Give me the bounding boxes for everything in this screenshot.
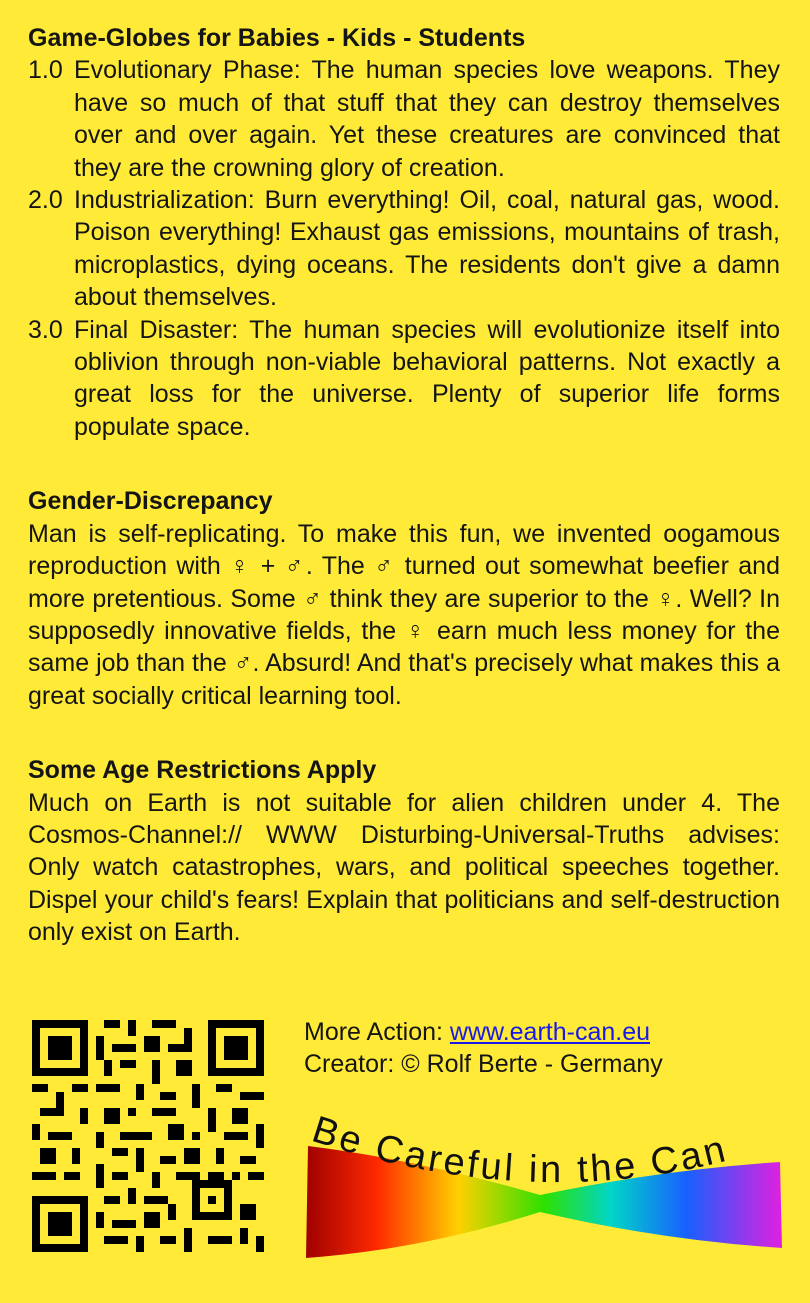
item-number: 3.0 — [28, 315, 63, 344]
website-link[interactable]: www.earth-can.eu — [449, 1018, 651, 1046]
section-title-game-globes: Game-Globes for Babies - Kids - Students — [28, 24, 526, 52]
item-text: Final Disaster: The human species will evolutionize itself into oblivion through non-viable behavioral patterns. Not exactly a great loss for the universe. Plenty of superior life forms populate space. — [74, 315, 780, 441]
section-title-gender: Gender-Discrepancy — [28, 487, 273, 516]
item-text: Industrialization: Burn everything! Oil, coal, natural gas, wood. Poison everything! Exhaust gas emissions, mountains of trash, microplastics, dying oceans. The residents don't give a damn about themselves. — [74, 186, 780, 312]
qr-code-icon[interactable] — [32, 1020, 264, 1252]
creator-credit: Creator: © Rolf Berte - Germany — [304, 1050, 663, 1079]
slogan-logo — [300, 1100, 790, 1260]
item-number: 1.0 — [28, 56, 63, 85]
gender-paragraph: Man is self-replicating. To make this fun, we invented oogamous reproduction with ♀ + ♂. The ♂ turned out somewhat beefier and more pretentious. Some ♂ think they are superior to the ♀. Well? In supposedly innovative fields, the ♀ earn much less money for the same job than the ♂. Absurd! And that's precisely what makes this a great socially critical learning tool. — [28, 519, 780, 710]
list-item — [28, 184, 780, 314]
age-paragraph: Much on Earth is not suitable for alien children under 4. The Cosmos-Channel:// WWW Disturbing-Universal-Truths advises: Only watch catastrophes, wars, and political speeches together. Dispel your child's fears! Explain that politicians and self-destruction only exist on Earth. — [28, 788, 780, 947]
main-content — [28, 22, 780, 949]
list-item — [28, 54, 780, 184]
footer-info — [304, 1016, 663, 1081]
more-action-label: More Action: — [304, 1018, 443, 1046]
slogan-text: Be Careful in the Can — [307, 1108, 733, 1192]
list-item — [28, 314, 780, 444]
section-title-age: Some Age Restrictions Apply — [28, 756, 377, 785]
item-number: 2.0 — [28, 186, 63, 215]
item-text: Evolutionary Phase: The human species love weapons. They have so much of that stuff that they can destroy themselves over and over again. Yet these creatures are convinced that they are the crowning glory of creation. — [74, 56, 780, 182]
